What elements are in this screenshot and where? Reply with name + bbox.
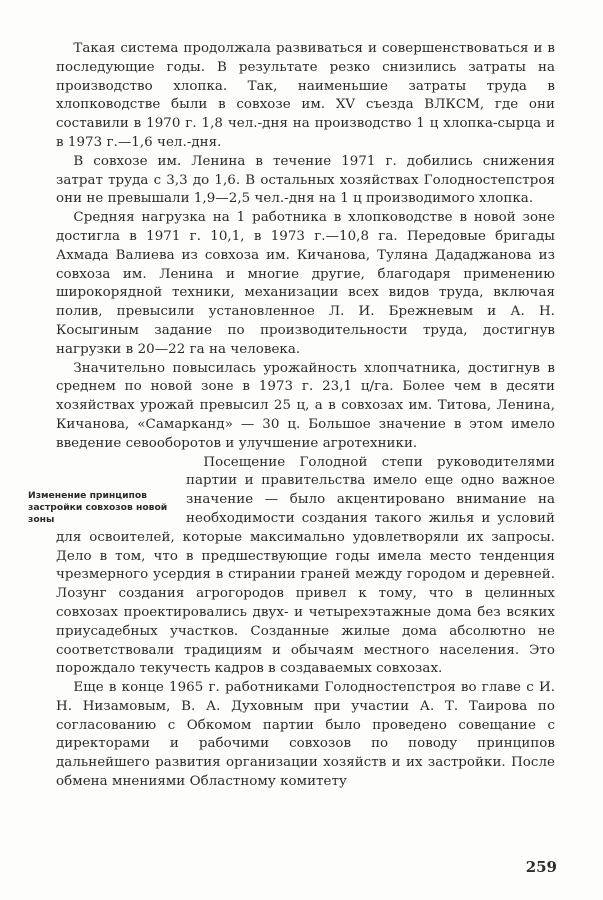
paragraph-4: Значительно повысилась урожайность хлопчатника, достигнув в среднем по новой зоне в 1973 г. 23,1 ц/га. Более чем в десяти хозяйствах урожай превысил 25 ц, а в совхозах им. Титова, Ленина, Кичанова, «Самарканд» — 30 ц. Большое значение в этом имело введение севооборотов и улучшение агротехники.	[56, 360, 555, 451]
paragraph-3: Средняя нагрузка на 1 работника в хлопководстве в новой зоне достигла в 1971 г. 10,1, в 1973 г.—10,8 га. Передовые бригады Ахмада Валиева из совхоза им. Кичанова, Туляна Дададжанова из совхоза им. Ленина и многие другие, благодаря применению широкорядной техники, механизации всех видов труда, включая полив, превысили установленное Л. И. Брежневым и А. Н. Косыгиным задание по производительности труда, достигнув нагрузки в 20—22 га на человека.	[56, 210, 555, 357]
page-number: 259	[525, 858, 557, 876]
paragraph-2: В совхозе им. Ленина в течение 1971 г. добились снижения затрат труда с 3,3 до 1,6. В остальных хозяйствах Голодностепстроя они не превышали 1,9—2,5 чел.-дня на 1 ц производимого хлопка.	[56, 153, 555, 207]
paragraph-1: Такая система продолжала развиваться и совершенствоваться и в последующие годы. В результате резко снизились затраты на производство хлопка. Так, наименьшие затраты труда в хлопководстве были в совхозе им. XV съезда ВЛКСМ, где они составили в 1970 г. 1,8 чел.-дня на производство 1 ц хлопка-сырца и в 1973 г.—1,6 чел.-дня.	[56, 41, 555, 150]
side-heading: Изменение принципов застройки совхозов новой зоны	[28, 489, 168, 526]
section-housing	[28, 454, 555, 680]
paragraph-6: Еще в конце 1965 г. работниками Голодностепстроя во главе с И. Н. Низамовым, В. А. Духовным при участии А. Т. Таирова по согласованию с Обкомом партии было проведено совещание с директорами и рабочими совхозов по поводу принципов дальнейшего развития организации хозяйств и их застройки. После обмена мнениями Областному комитету	[56, 680, 555, 790]
paragraph-5: Посещение Голодной степи руководителями партии и правительства имело еще одно важное значение — было акцентировано внимание на необходимости создания такого жилья и условий для освоителей, которые максимально удовлетворяли их запросы. Дело в том, что в предшествующие годы имела место тенденция чрезмерного усердия в стирании граней между городом и деревней. Лозунг создания агрогородов привел к тому, что в целинных совхозах проектировались двух- и четырехэтажные дома без всяких приусадебных участков. Созданные жилые дома абсолютно не соответствовали традициям и обычаям местного населения. Это порождало текучесть кадров в создаваемых совхозах.	[56, 454, 555, 677]
body-text	[28, 40, 555, 792]
